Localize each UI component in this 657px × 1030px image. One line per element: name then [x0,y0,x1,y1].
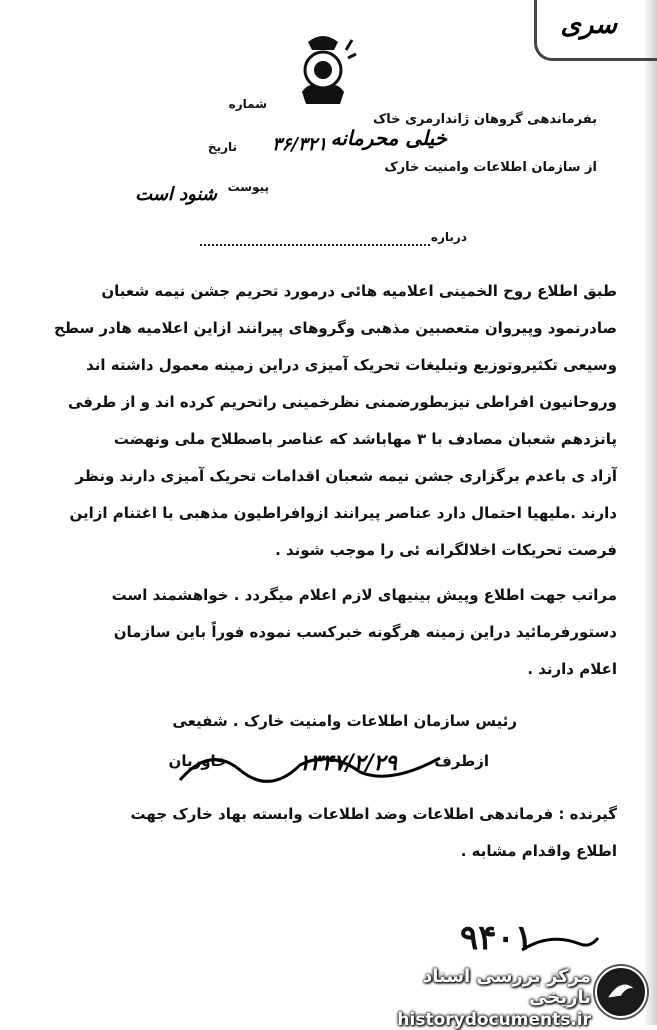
lion-and-sun-emblem [288,30,358,110]
handwritten-date: ۱۳۴۷/۲/۲۹ [298,750,397,776]
archive-number: ۹۴۰۱ [460,918,534,958]
body-line: دارند .ملیهیا احتمال دارد عناصر پیرانند ازوافراطیون مذهبی با اغتنام ازاین [69,504,617,522]
body-line: وروحانیون افراطی نیزبطورضمنی نظرخمینی راتحریم کرده اند و از طرفی [67,393,617,411]
body-line: صادرنمود وپیروان متعصبین مذهبی وگروهای پیرانند ازاین اعلامیه هادر سطح [54,319,617,337]
subject-dotted-line [200,244,430,246]
archive-logo-icon [595,966,647,1018]
archive-logo-glyph [599,970,643,1014]
number-label: شماره [228,97,267,111]
cc-line: گیرنده : فرماندهی اطلاعات وضد اطلاعات وابسته بهاد خارک جهت [130,805,617,823]
handwritten-attachment-note: شنود است [135,184,217,205]
signatory-title: رئیس سازمان اطلاعات وامنیت خارک . شفیعی [172,712,517,730]
handwritten-recipient-note: خیلی محرمانه [330,126,447,150]
from-line: از سازمان اطلاعات وامنیت خارک [384,160,597,175]
body-line: اعلام دارند . [527,660,617,678]
body-line: طبق اطلاع روح الخمینی اعلامیه هائی درمورد تحریم جشن نیمه شعبان [101,282,617,300]
signature-scribble [170,740,450,790]
watermark-site: historydocuments.ir [397,1010,591,1030]
archive-watermark [362,960,657,1030]
body-line: پانزدهم شعبان مصادف با ۳ مهاباشد که عناصر باصطلاح ملی ونهضت [113,430,617,448]
page-edge-shadow [643,0,657,1025]
cc-line: اطلاع واقدام مشابه . [460,842,617,860]
body-line: وسیعی تکثیروتوزیع وتبلیغات تحریک آمیزی دراین زمینه معمول داشته اند [86,356,617,374]
watermark-org-name: مرکز بررسی اسناد تاریخی [423,966,591,1008]
handwritten-number: ۳۶/۳۲۱ [272,134,327,155]
handwritten-top-mark: سری [560,10,617,40]
body-line: فرصت تحریکات اخلالگرانه ئی را موجب شوند . [275,541,617,559]
body-line: مراتب جهت اطلاع وپیش بینیهای لازم اعلام میگردد . خواهشمند است [111,586,617,604]
body-line: دستورفرمائید دراین زمینه هرگونه خبرکسب نموده فوراً باین سازمان [113,623,617,641]
recipient-line: بفرماندهی گروهان ژاندارمری خاک [373,112,597,127]
subject-label: درباره [430,230,467,244]
signer-name: خاوریان [168,752,227,770]
date-label: تاریخ [207,140,237,154]
attachment-label: پیوست [227,180,269,194]
watermark-text [362,966,591,1030]
body-line: آزاد ی باعدم برگزاری جشن نیمه شعبان اقدامات تحریک آمیزی دارند ونظر [75,467,617,485]
on-behalf-label: ازطرف [434,752,489,770]
archive-number-flourish [520,930,600,960]
